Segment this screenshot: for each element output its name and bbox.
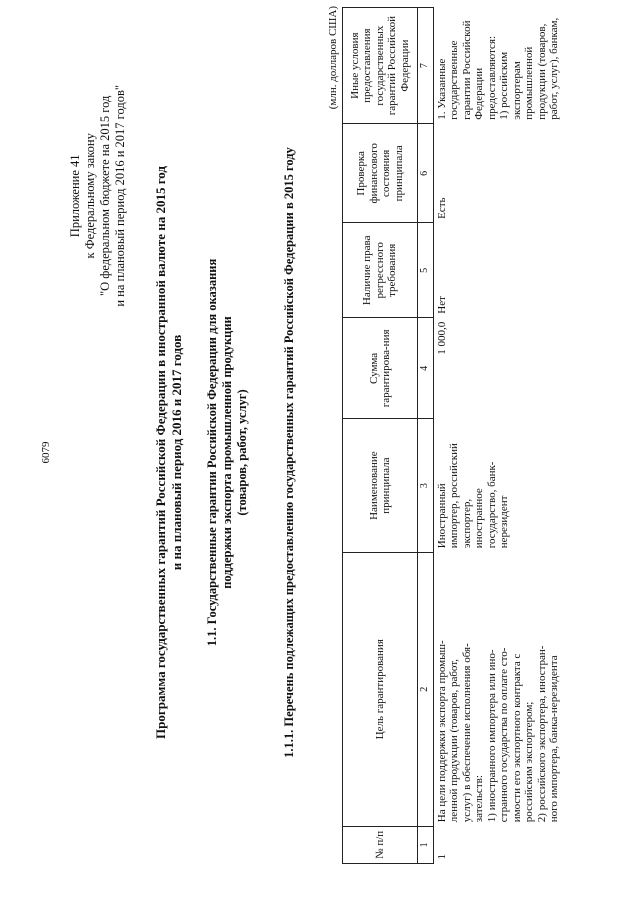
purpose-line: имости его экспортного контракта с <box>510 653 523 823</box>
column-number: 1 <box>418 826 434 863</box>
page-number: 6079 <box>40 441 52 464</box>
terms-line: промышленной <box>523 46 535 120</box>
appendix-header <box>68 85 128 307</box>
terms-line: экспортерам <box>510 61 523 120</box>
title-line: Программа государственных гарантий Российской Федерации в иностранной валюте на 2015 год <box>153 166 168 739</box>
principal-line: импортер, российский <box>448 443 460 549</box>
header-number: № п/п <box>343 826 418 863</box>
regress-cell: Нет <box>435 296 448 314</box>
principal-line: государство, банк- <box>485 461 498 549</box>
terms-line: гарантии Российской <box>460 20 473 120</box>
other-terms-cell <box>433 8 563 124</box>
section-heading-1-1-1: 1.1.1. Перечень подлежащих предоставлению государственных гарантий Российской Федерации в 2015 году <box>282 147 296 758</box>
column-number: 7 <box>418 8 434 124</box>
principal-line: экспортер, <box>460 498 473 549</box>
appendix-line: к Федеральному закону <box>83 133 97 259</box>
terms-line: государственные <box>448 40 460 120</box>
terms-line: 1) российским <box>498 51 510 120</box>
header-other-terms: Иные условия предоставления государственных гарантий Российской Федерации <box>343 8 418 124</box>
header-regress: Наличие права регрессного требования <box>343 223 418 318</box>
principal-line: нерезидент <box>498 495 510 549</box>
purpose-cell <box>433 552 563 826</box>
table-row <box>433 8 563 864</box>
terms-line: продукции (товаров, <box>535 23 548 120</box>
amount-cell: 1 000,0 <box>435 321 448 355</box>
column-number: 5 <box>418 223 434 318</box>
appendix-line: Приложение 41 <box>68 154 82 238</box>
purpose-line: зательств: <box>473 775 485 823</box>
column-number: 6 <box>418 124 434 223</box>
terms-line: Федерации <box>473 67 485 120</box>
principal-line: иностранное <box>473 488 485 549</box>
table-header-row <box>343 8 418 864</box>
purpose-line: российским экспортером; <box>523 701 535 823</box>
header-amount: Сумма гарантирова-ния <box>343 318 418 419</box>
section-heading-line: поддержки экспорта промышленной продукции <box>220 316 234 589</box>
units-label: (млн. долларов США) <box>327 6 339 110</box>
header-principal: Наименование принципала <box>343 419 418 552</box>
title-line: и на плановый период 2016 и 2017 годов <box>169 334 184 571</box>
principal-line: Иностранный <box>435 483 448 549</box>
financial-check-cell: Есть <box>435 197 448 219</box>
column-number: 3 <box>418 419 434 552</box>
purpose-line: На цели поддержки экспорта промыш- <box>435 640 448 823</box>
column-number: 4 <box>418 318 434 419</box>
purpose-line: услуг) в обеспечение исполнения обя- <box>460 643 473 823</box>
principal-cell <box>433 419 563 552</box>
guarantees-table <box>342 7 563 864</box>
column-number-row <box>418 8 434 864</box>
terms-line: 1. Указанные <box>435 58 448 120</box>
header-financial-check: Проверка финансового состояния принципала <box>343 124 418 223</box>
section-heading-line: (товаров, работ, услуг) <box>235 389 249 516</box>
header-purpose: Цель гарантирования <box>343 552 418 826</box>
column-number: 2 <box>418 552 434 826</box>
appendix-line: "О федеральном бюджете на 2015 год <box>98 95 112 297</box>
purpose-line: ного импортера, банка-нерезидента <box>548 655 560 823</box>
purpose-line: 1) иностранного импортера или ино- <box>485 649 498 823</box>
purpose-line: ленной продукции (товаров, работ, <box>448 658 460 823</box>
section-heading-1-1 <box>205 0 250 905</box>
appendix-line: и на плановый период 2016 и 2017 годов" <box>113 85 127 307</box>
purpose-line: странного государства по оплате сто- <box>498 647 510 823</box>
purpose-line: 2) российского экспортера, иностран- <box>535 645 548 823</box>
document-title <box>153 0 185 905</box>
terms-line: работ, услуг), банкам, <box>548 17 560 120</box>
terms-line: предоставляются: <box>485 35 498 120</box>
row-number: 1 <box>435 854 448 860</box>
section-heading-line: 1.1. Государственные гарантии Российской Федерации для оказания <box>205 258 219 647</box>
